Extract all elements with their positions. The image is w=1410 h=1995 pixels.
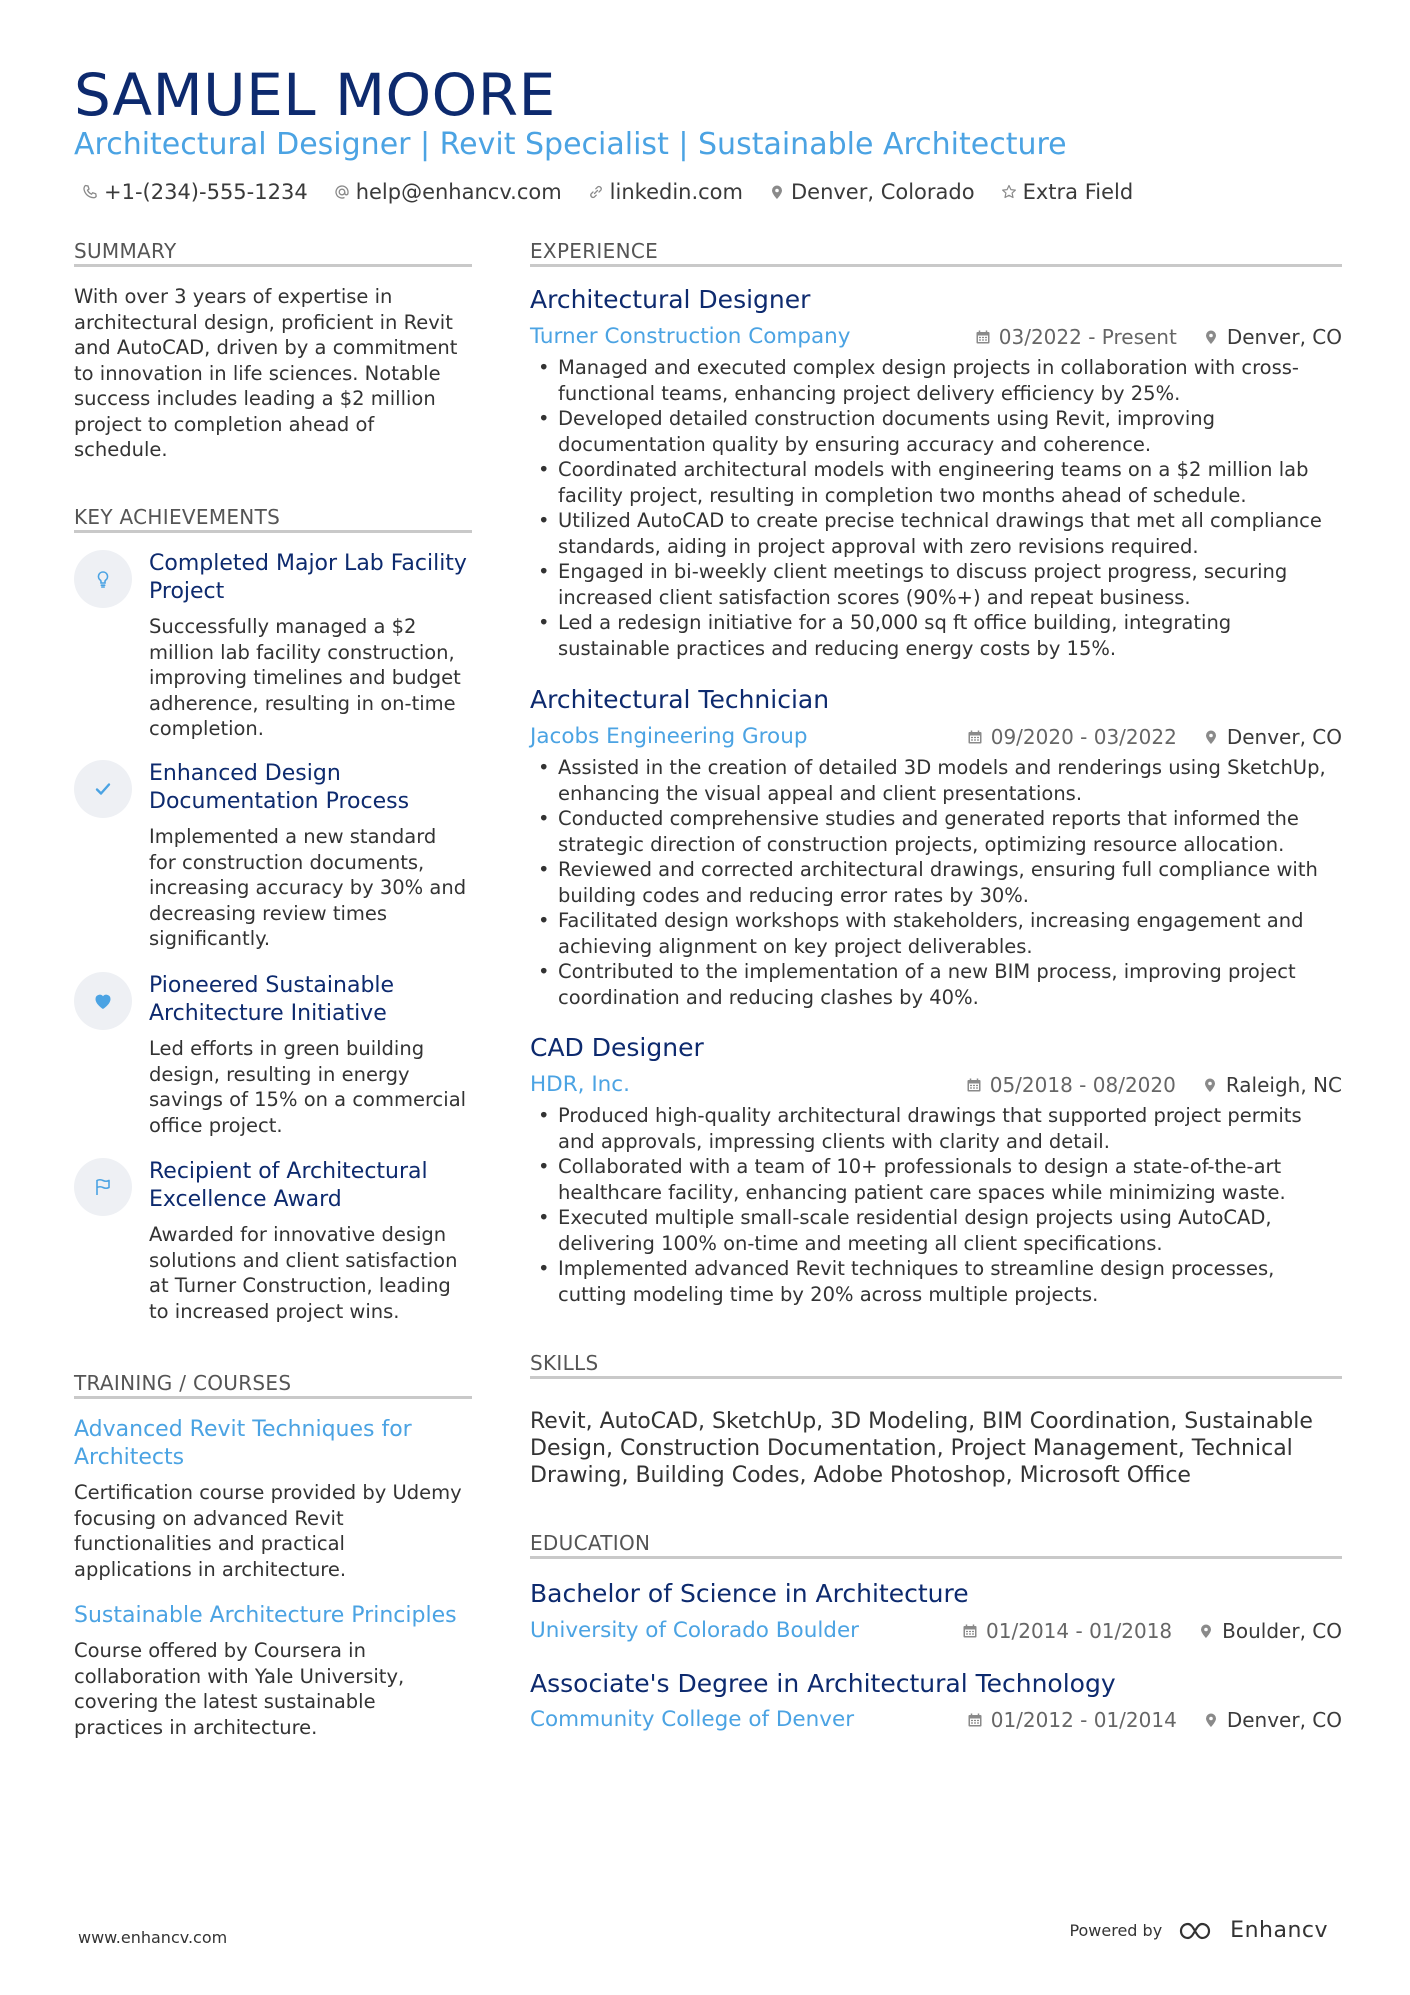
list-item (530, 1256, 1350, 1307)
achievement-body-line: office project. (149, 1113, 283, 1137)
skills-heading: SKILLS (530, 1351, 599, 1375)
link-icon (588, 184, 604, 200)
course-body-line: covering the latest sustainable (74, 1690, 376, 1713)
job-meta (967, 723, 1342, 751)
job-bullets (530, 1103, 1350, 1307)
job-location (1202, 1071, 1342, 1099)
achievement-title-line: Enhanced Design (149, 761, 341, 786)
bullet-line: • Engaged in bi-weekly client meetings to discuss project progress, securing (558, 560, 1288, 583)
job-bullets (530, 755, 1350, 1010)
bullet-line: functional teams, enhancing project delivery efficiency by 25%. (558, 381, 1181, 405)
at-icon (334, 184, 350, 200)
summary-line: success includes leading a $2 million (74, 387, 436, 410)
candidate-name: SAMUEL MOORE (74, 61, 556, 129)
job-company: Turner Construction Company (530, 324, 851, 349)
job-title: Architectural Technician (530, 685, 830, 714)
location-icon (1203, 1712, 1219, 1728)
course-title (74, 1416, 412, 1472)
location-icon (1198, 1623, 1214, 1639)
education-dates (967, 1706, 1177, 1734)
bullet-line: increased client satisfaction scores (90%+) and repeat business. (558, 585, 1191, 609)
summary-rule (74, 264, 472, 267)
bullet-line: enhancing the visual appeal and client presentations. (558, 781, 1083, 805)
education-location (1203, 1706, 1342, 1734)
list-item (530, 457, 1350, 508)
brand-name: Enhancv (1230, 1918, 1328, 1943)
achievement-title-line: Recipient of Architectural (149, 1159, 428, 1184)
footer-branding (1069, 1918, 1328, 1943)
course-body (74, 1638, 404, 1740)
bullet-line: building codes and reducing error rates by 30%. (558, 883, 1029, 907)
summary-line: architectural design, proficient in Revit (74, 310, 453, 334)
job-dates (967, 723, 1177, 751)
powered-by-label: Powered by (1069, 1920, 1163, 1940)
contact-extra-text: Extra Field (1022, 180, 1134, 204)
job-dates-text: 03/2022 - Present (998, 325, 1177, 349)
achievement-body-line: decreasing review times (149, 901, 388, 925)
achievement-body-line: solutions and client satisfaction (149, 1248, 458, 1272)
job-title: CAD Designer (530, 1033, 704, 1062)
summary-line: schedule. (74, 438, 168, 461)
training-heading: TRAINING / COURSES (74, 1371, 292, 1395)
course-body-line: focusing on advanced Revit (74, 1506, 344, 1530)
location-icon (769, 184, 785, 200)
course-title-line: Sustainable Architecture Principles (74, 1603, 457, 1628)
contact-location-text: Denver, Colorado (790, 180, 975, 204)
calendar-icon (975, 329, 991, 345)
achievement-body (149, 1036, 466, 1138)
calendar-icon (966, 1077, 982, 1093)
contact-bar (82, 178, 1133, 206)
achievement-body-line: adherence, resulting in on-time (149, 691, 456, 715)
achievement-title-line: Completed Major Lab Facility (149, 551, 467, 576)
job-location-text: Denver, CO (1226, 325, 1342, 349)
achievement-title-line: Pioneered Sustainable (149, 973, 395, 998)
calendar-icon (967, 729, 983, 745)
achievement-body-line: savings of 15% on a commercial (149, 1088, 467, 1111)
course-body-line: applications in architecture. (74, 1557, 347, 1581)
summary-line: and AutoCAD, driven by a commitment (74, 336, 458, 359)
bullet-line: • Produced high-quality architectural drawings that supported project permits (558, 1104, 1302, 1127)
list-item (530, 508, 1350, 559)
bullet-line: coordination and reducing clashes by 40%. (558, 985, 979, 1009)
list-item (530, 610, 1350, 661)
achievement-title-line: Excellence Award (149, 1187, 342, 1212)
job-company: HDR, Inc. (530, 1072, 630, 1097)
education-dates (962, 1617, 1172, 1645)
contact-phone-text: +1-(234)-555-1234 (104, 180, 308, 204)
job-dates (975, 323, 1177, 351)
skills-line: Drawing, Building Codes, Adobe Photoshop, Microsoft Office (530, 1463, 1191, 1488)
course-title (74, 1602, 457, 1630)
heart-icon (91, 989, 115, 1013)
bullet-line: • Coordinated architectural models with engineering teams on a $2 million lab (558, 458, 1309, 481)
achievement-title (149, 1158, 428, 1214)
bullet-line: • Reviewed and corrected architectural drawings, ensuring full compliance with (558, 858, 1318, 881)
job-dates (966, 1071, 1176, 1099)
bullet-line: cutting modeling time by 20% across multiple projects. (558, 1282, 1099, 1306)
achievement-body-line: Awarded for innovative design (149, 1223, 447, 1246)
job-bullets (530, 355, 1350, 661)
list-item (530, 1205, 1350, 1256)
achievement-body-line: Successfully managed a $2 (149, 615, 417, 638)
lightbulb-icon (91, 567, 115, 591)
location-icon (1203, 329, 1219, 345)
course-body (74, 1480, 462, 1582)
achievement-body-line: completion. (149, 717, 264, 740)
course-body-line: Certification course provided by Udemy (74, 1481, 462, 1504)
bullet-line: standards, aiding in project approval with zero revisions required. (558, 534, 1199, 558)
education-meta (967, 1706, 1342, 1734)
achievement-title-line: Project (149, 579, 225, 604)
bullet-line: • Managed and executed complex design projects in collaboration with cross- (558, 356, 1299, 379)
contact-email[interactable] (334, 178, 562, 206)
bullet-line: • Led a redesign initiative for a 50,000 sq ft office building, integrating (558, 611, 1232, 634)
education-dates-text: 01/2012 - 01/2014 (990, 1708, 1177, 1732)
calendar-icon (967, 1712, 983, 1728)
contact-linkedin-text: linkedin.com (609, 180, 743, 204)
summary-heading: SUMMARY (74, 239, 177, 263)
course-body-line: functionalities and practical (74, 1532, 345, 1555)
contact-location (769, 178, 975, 206)
bullet-line: facility project, resulting in completion two months ahead of schedule. (558, 483, 1247, 507)
bullet-line: • Implemented advanced Revit techniques to streamline design processes, (558, 1257, 1275, 1280)
achievement-body-line: increasing accuracy by 30% and (149, 876, 467, 899)
achievement-title (149, 760, 409, 816)
skills-rule (530, 1376, 1342, 1379)
bullet-line: documentation quality by ensuring accuracy and coherence. (558, 432, 1152, 456)
education-rule (530, 1556, 1342, 1559)
education-dates-text: 01/2014 - 01/2018 (986, 1619, 1173, 1643)
achievement-body-line: million lab facility construction, (149, 640, 455, 664)
summary-line: project to completion ahead of (74, 412, 375, 436)
achievement-title-line: Architecture Initiative (149, 1001, 387, 1026)
candidate-headline: Architectural Designer | Revit Specialist | Sustainable Architecture (74, 127, 1067, 162)
list-item (530, 908, 1350, 959)
bullet-line: delivering 100% on-time and meeting all client specifications. (558, 1231, 1163, 1255)
job-meta (966, 1071, 1342, 1099)
course-body-line: collaboration with Yale University, (74, 1664, 405, 1688)
education-school: University of Colorado Boulder (530, 1618, 860, 1643)
job-location-text: Raleigh, NC (1225, 1073, 1342, 1097)
contact-phone[interactable] (82, 178, 308, 206)
job-title: Architectural Designer (530, 285, 811, 314)
job-meta (975, 323, 1342, 351)
brand-logo[interactable] (1176, 1918, 1328, 1943)
list-item (530, 755, 1350, 806)
experience-rule (530, 264, 1342, 267)
course-body-line: Course offered by Coursera in (74, 1639, 366, 1662)
contact-email-text: help@enhancv.com (355, 180, 562, 204)
bullet-line: achieving alignment on key project deliverables. (558, 934, 1033, 958)
job-location-text: Denver, CO (1226, 725, 1342, 749)
summary-line: to innovation in life sciences. Notable (74, 361, 441, 385)
footer-website[interactable]: www.enhancv.com (78, 1928, 228, 1947)
bullet-line: • Developed detailed construction documents using Revit, improving (558, 407, 1215, 430)
achievement-body-line: to increased project wins. (149, 1299, 400, 1323)
list-item (530, 806, 1350, 857)
job-company: Jacobs Engineering Group (530, 724, 808, 749)
job-location (1203, 323, 1342, 351)
achievement-body-line: significantly. (149, 927, 271, 950)
job-dates-text: 05/2018 - 08/2020 (989, 1073, 1176, 1097)
summary-text (74, 284, 472, 463)
skills-list (530, 1408, 1350, 1489)
achievement-icon-badge (74, 1158, 132, 1216)
achievements-heading: KEY ACHIEVEMENTS (74, 505, 281, 529)
bullet-line: • Assisted in the creation of detailed 3D models and renderings using SketchUp, (558, 756, 1326, 779)
bullet-line: • Contributed to the implementation of a new BIM process, improving project (558, 960, 1296, 983)
achievement-body-line: improving timelines and budget (149, 666, 461, 689)
location-icon (1203, 729, 1219, 745)
list-item (530, 406, 1350, 457)
skills-line: Revit, AutoCAD, SketchUp, 3D Modeling, BIM Coordination, Sustainable (530, 1409, 1313, 1434)
course-title-line: Advanced Revit Techniques for (74, 1417, 412, 1442)
job-dates-text: 09/2020 - 03/2022 (990, 725, 1177, 749)
training-rule (74, 1396, 472, 1399)
bullet-line: • Collaborated with a team of 10+ professionals to design a state-of-the-art (558, 1155, 1282, 1178)
achievement-title-line: Documentation Process (149, 789, 410, 814)
education-location-text: Boulder, CO (1222, 1619, 1342, 1643)
list-item (530, 355, 1350, 406)
achievement-body-line: Led efforts in green building (149, 1037, 425, 1060)
achievement-item (74, 550, 474, 750)
achievements-rule (74, 530, 472, 533)
bullet-line: sustainable practices and reducing energy costs by 15%. (558, 636, 1117, 660)
bullet-line: • Utilized AutoCAD to create precise technical drawings that met all compliance (558, 509, 1322, 532)
bullet-line: healthcare facility, enhancing patient care spaces while minimizing waste. (558, 1180, 1286, 1204)
education-degree: Bachelor of Science in Architecture (530, 1579, 969, 1608)
contact-extra (1001, 178, 1134, 206)
list-item (530, 857, 1350, 908)
achievement-item (74, 1158, 474, 1338)
education-location (1198, 1617, 1342, 1645)
achievement-icon-badge (74, 760, 132, 818)
list-item (530, 1154, 1350, 1205)
course-title-line: Architects (74, 1445, 185, 1470)
achievement-body-line: design, resulting in energy (149, 1062, 410, 1086)
job-location (1203, 723, 1342, 751)
star-icon (1001, 184, 1017, 200)
experience-heading: EXPERIENCE (530, 239, 659, 263)
achievement-body-line: for construction documents, (149, 850, 425, 874)
flag-icon (91, 1175, 115, 1199)
achievement-title (149, 972, 394, 1028)
enhancv-logo-icon (1176, 1919, 1222, 1943)
skills-line: Design, Construction Documentation, Project Management, Technical (530, 1436, 1293, 1461)
calendar-icon (962, 1623, 978, 1639)
achievement-body-line: Implemented a new standard (149, 825, 437, 848)
bullet-line: strategic direction of construction projects, optimizing resource allocation. (558, 832, 1285, 856)
achievement-item (74, 760, 474, 960)
achievement-body (149, 824, 466, 952)
achievement-icon-badge (74, 550, 132, 608)
education-meta (962, 1617, 1342, 1645)
achievement-item (74, 972, 474, 1152)
course-body-line: practices in architecture. (74, 1715, 318, 1739)
bullet-line: • Facilitated design workshops with stakeholders, increasing engagement and (558, 909, 1304, 932)
summary-line: With over 3 years of expertise in (74, 285, 393, 308)
achievement-body (149, 1222, 457, 1324)
list-item (530, 1103, 1350, 1154)
list-item (530, 559, 1350, 610)
bullet-line: • Conducted comprehensive studies and generated reports that informed the (558, 807, 1299, 830)
education-degree: Associate's Degree in Architectural Technology (530, 1669, 1116, 1698)
education-location-text: Denver, CO (1226, 1708, 1342, 1732)
achievement-icon-badge (74, 972, 132, 1030)
education-heading: EDUCATION (530, 1531, 651, 1555)
list-item (530, 959, 1350, 1010)
achievement-body (149, 614, 461, 742)
checkmark-icon (91, 777, 115, 801)
location-icon (1202, 1077, 1218, 1093)
bullet-line: and approvals, impressing clients with clarity and detail. (558, 1129, 1110, 1153)
achievement-title (149, 550, 467, 606)
education-school: Community College of Denver (530, 1707, 855, 1732)
bullet-line: • Executed multiple small-scale residential design projects using AutoCAD, (558, 1206, 1272, 1229)
phone-icon (82, 184, 98, 200)
achievement-body-line: at Turner Construction, leading (149, 1274, 451, 1297)
contact-linkedin[interactable] (588, 178, 743, 206)
